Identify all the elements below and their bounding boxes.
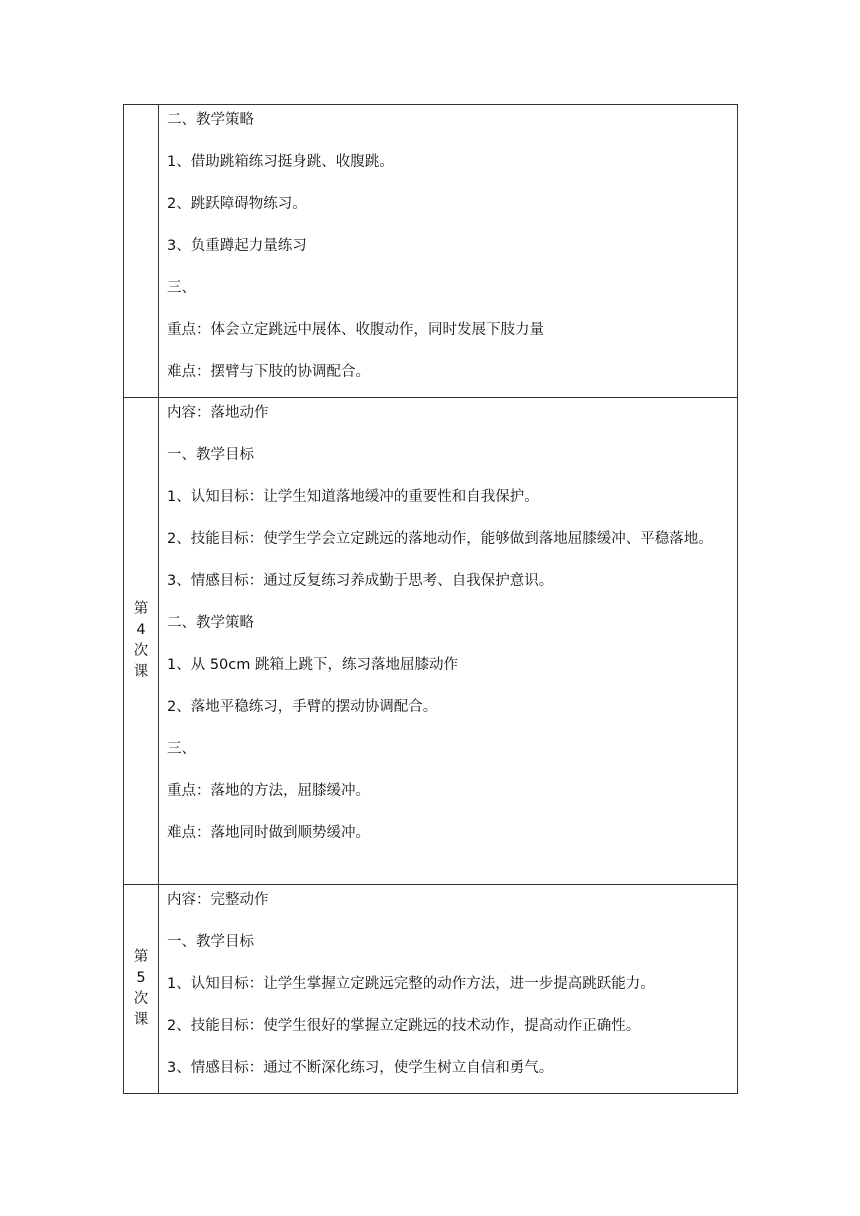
content-line: 3、情感目标：通过反复练习养成勤于思考、自我保护意识。 — [167, 573, 554, 589]
content-line: 难点：摆臂与下肢的协调配合。 — [167, 364, 370, 380]
content-line: 1、从 50cm 跳箱上跳下，练习落地屈膝动作 — [167, 657, 458, 673]
lesson-content-cell — [159, 105, 738, 398]
lesson-content-cell — [159, 885, 738, 1094]
content-line: 2、技能目标：使学生很好的掌握立定跳远的技术动作，提高动作正确性。 — [167, 1018, 641, 1034]
content-line: 二、教学策略 — [167, 615, 254, 631]
lesson-label-cell — [124, 885, 159, 1094]
lesson-label-char: 课 — [133, 664, 149, 680]
content-line: 1、认知目标：让学生知道落地缓冲的重要性和自我保护。 — [167, 489, 539, 505]
content-line: 3、负重蹲起力量练习 — [167, 238, 307, 254]
lesson-label-cell — [124, 105, 159, 398]
content-line: 难点：落地同时做到顺势缓冲。 — [167, 825, 370, 841]
content-line: 重点：落地的方法，屈膝缓冲。 — [167, 783, 370, 799]
content-line: 三、 — [167, 741, 196, 757]
content-line: 一、教学目标 — [167, 447, 254, 463]
lesson-label-char: 第 — [133, 949, 149, 965]
lesson-label-char: 4 — [136, 622, 146, 638]
lesson-label-char: 5 — [136, 970, 146, 986]
content-line: 内容：落地动作 — [167, 405, 269, 421]
content-line: 一、教学目标 — [167, 934, 254, 950]
lesson-plan-table — [123, 104, 738, 1094]
lesson-label-char: 课 — [133, 1012, 149, 1028]
lesson-content-cell — [159, 398, 738, 885]
table-row — [124, 398, 738, 885]
table-row — [124, 885, 738, 1094]
content-line: 1、借助跳箱练习挺身跳、收腹跳。 — [167, 154, 394, 170]
content-line: 三、 — [167, 280, 196, 296]
content-line: 重点：体会立定跳远中展体、收腹动作，同时发展下肢力量 — [167, 322, 544, 338]
lesson-label-char: 次 — [133, 643, 149, 659]
content-line: 2、跳跃障碍物练习。 — [167, 196, 307, 212]
content-line: 2、技能目标：使学生学会立定跳远的落地动作，能够做到落地屈膝缓冲、平稳落地。 — [167, 531, 713, 547]
content-line: 内容：完整动作 — [167, 892, 269, 908]
lesson-label-char: 次 — [133, 991, 149, 1007]
content-line: 二、教学策略 — [167, 112, 254, 128]
content-line: 1、认知目标：让学生掌握立定跳远完整的动作方法，进一步提高跳跃能力。 — [167, 976, 655, 992]
content-line: 2、落地平稳练习，手臂的摆动协调配合。 — [167, 699, 438, 715]
content-line: 3、情感目标：通过不断深化练习，使学生树立自信和勇气。 — [167, 1060, 554, 1076]
lesson-label-cell — [124, 398, 159, 885]
lesson-label-char: 第 — [133, 601, 149, 617]
table-row — [124, 105, 738, 398]
